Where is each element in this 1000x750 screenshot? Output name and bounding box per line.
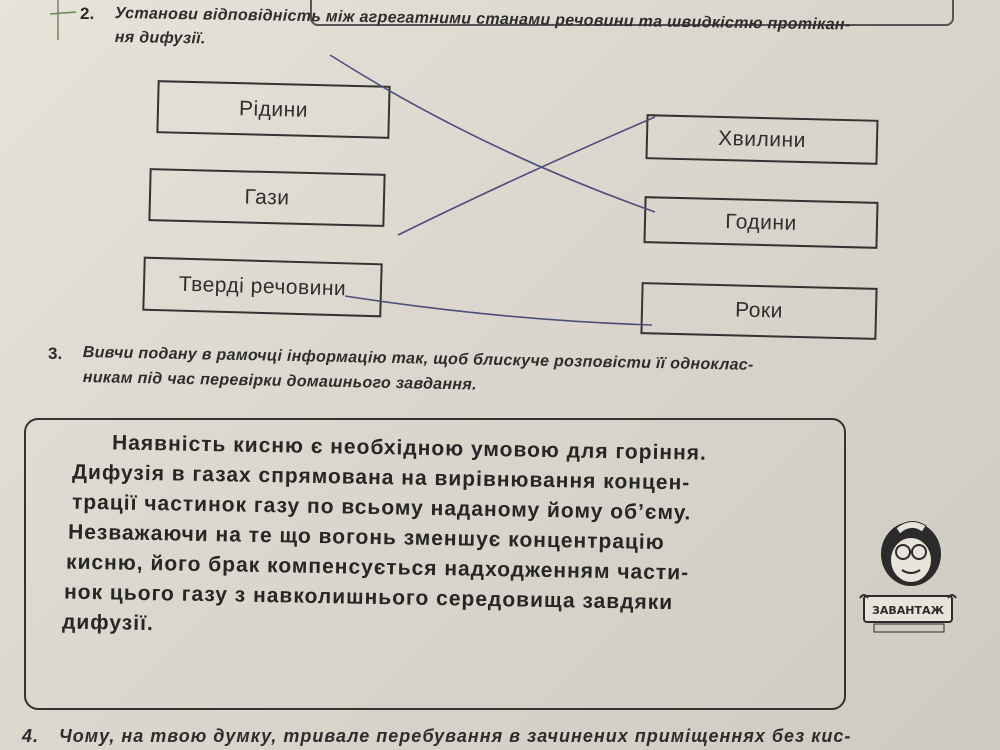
mascot-illustration bbox=[856, 512, 960, 640]
task-3-instruction-line1: Вивчи подану в рамочці інформацію так, щоб блискуче розповісти її одноклас- bbox=[82, 344, 754, 374]
match-left-label: Гази bbox=[244, 184, 290, 210]
pen-line-liquids-to-hours bbox=[330, 55, 655, 212]
pen-line-solids-to-years bbox=[345, 296, 652, 325]
info-line: кисню, його брак компенсується надходженням части- bbox=[65, 550, 690, 585]
match-left-label: Рідини bbox=[238, 96, 309, 122]
task-4-number: 4. bbox=[22, 726, 40, 746]
mascot-sign-text: ЗАВАНТАЖ bbox=[872, 604, 944, 617]
info-line: Наявність кисню є необхідною умовою для горіння. bbox=[111, 431, 708, 465]
match-right-label: Хвилини bbox=[717, 126, 807, 152]
match-right-label: Години bbox=[724, 209, 798, 235]
info-line: Незважаючи на те що вогонь зменшує концентрацію bbox=[67, 520, 665, 555]
pen-line-gases-to-minutes bbox=[398, 117, 655, 235]
task-3-instruction-line2: никам під час перевірки домашнього завдання. bbox=[82, 369, 477, 394]
task-2-number: 2. bbox=[80, 4, 95, 23]
task-2-instruction-line2: ня дифузії. bbox=[114, 29, 206, 48]
info-frame bbox=[24, 418, 846, 710]
task-4-line bbox=[22, 726, 851, 747]
match-right-label: Роки bbox=[734, 298, 784, 323]
info-line: нок цього газу з навколишнього середовища завдяки bbox=[63, 580, 674, 615]
info-line: Дифузія в газах спрямована на вирівнювання концен- bbox=[71, 460, 691, 495]
match-left-label: Тверді речовини bbox=[178, 272, 347, 301]
info-line: трації частинок газу по всьому наданому йому об’єму. bbox=[71, 490, 692, 525]
task-4-instruction: Чому, на твою думку, тривале перебування в зачинених приміщеннях без кис- bbox=[59, 726, 852, 746]
info-line: дифузії. bbox=[61, 610, 155, 636]
task-2-instruction-line1: Установи відповідність між агрегатними станами речовини та швидкістю протікан- bbox=[114, 5, 851, 34]
task-3-number: 3. bbox=[48, 344, 63, 363]
